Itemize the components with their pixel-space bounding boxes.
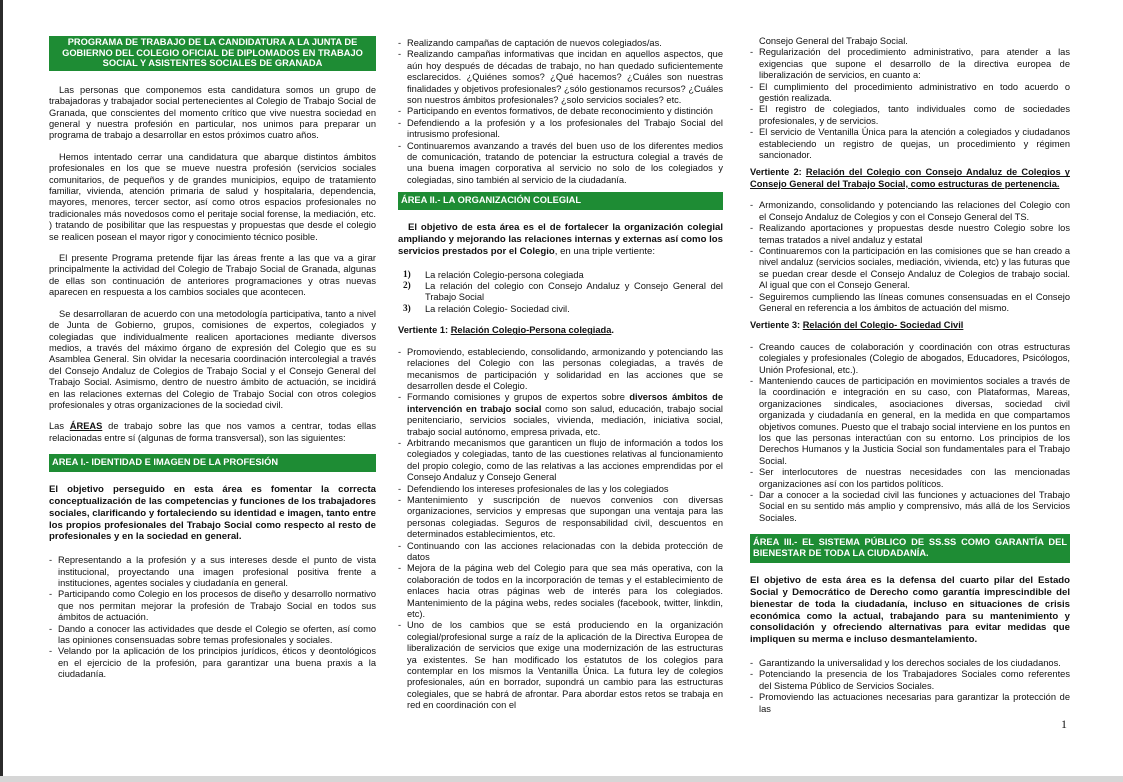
numbered-item <box>398 281 723 304</box>
area-1-list <box>49 555 376 680</box>
vertiente-2-list <box>750 200 1070 314</box>
item-number: 3) <box>403 303 411 314</box>
list-item: - Creando cauces de colaboración y coordinación con otras estructuras colegiales y profesionales (Colegio de abogados, Educadores, Psicólogos, Unión Profesional, etc.). <box>750 342 1070 376</box>
areas-intro-paragraph <box>49 421 376 444</box>
intro-paragraph-4: Se desarrollaran de acuerdo con una metodología participativa, tanto a nivel de Junta de Gobierno, grupos, comisiones de expertos, colegiados y colegiadas que individualmente realicen aportaciones mediante diversos medios, a través del máximo órgano de expresión del Colegio que es su Asamblea General. Sin olvidar la necesaria coordinación intercolegial a través del Consejo Andaluz de Colegios de Trabajo Social y el Consejo General del Trabajo Social. Asimismo, dentro de nuestro ámbito de actuación, se incidirá en las relaciones externas del Colegio de Trabajo Social con otros colegios profesionales y otras organizaciones de la sociedad civil. <box>49 308 376 410</box>
area-1-objective: El objetivo perseguido en esta área es fomentar la correcta conceptualización de las competencias y funciones de los trabajadores sociales, clarificando y fortaleciendo su identidad e imagen, tanto entre los propios profesionales del Trabajo Social como respecto al resto de profesionales y en la sociedad en general. <box>49 484 376 543</box>
area-3-objective: El objetivo de esta área es la defensa del cuarto pilar del Estado Social y Democrático de Derecho como garantía imprescindible del bienestar de toda la ciudadanía, incluso en situaciones de crisis económica como la actual, trabajando para su mantenimiento y consolidación y ofreciendo alternativas para evitar medidas que impliquen su merma e incluso desmantelamiento. <box>750 575 1070 646</box>
column-3 <box>750 36 1070 721</box>
vertiente-2-title: Relación del Colegio con Consejo Andaluz de Colegios y Consejo General del Trabajo Social, como estructuras de pertenencia. <box>750 167 1070 189</box>
vertiente-1-label: Vertiente 1: <box>398 325 451 336</box>
vertiente-3-list <box>750 342 1070 525</box>
vertiente-1-list <box>398 347 723 712</box>
list-item: - Continuaremos avanzando a través del buen uso de los diferentes medios de comunicación, tratando de potenciar la estructura colegial a través de una buena imagen corporativa al servicio no solo de los colegiados y colegiadas, sino también al servicio de la ciudadanía. <box>398 141 723 187</box>
numbered-item <box>398 304 723 315</box>
column-1 <box>49 36 376 687</box>
list-item: - Regularización del procedimiento administrativo, para atender a las exigencias que supone el desarrollo de la directiva europea de liberalización de servicios, en cuanto a: <box>750 47 1070 81</box>
formando-lead: Formando comisiones y grupos de expertos sobre <box>407 392 630 403</box>
vertiente-1-title: Relación Colegio-Persona colegiada <box>450 325 612 336</box>
area-3-list <box>750 658 1070 715</box>
area-1-list-continued <box>398 38 723 186</box>
list-item: - Dar a conocer a la sociedad civil las funciones y actuaciones del Trabajo Social en su sentido más amplio y comprensivo, más allá de los Servicios Sociales. <box>750 490 1070 524</box>
list-item: - Representando a la profesión y a sus intereses desde el punto de vista institucional, proyectando una imagen profesional positiva frente a instituciones, agentes sociales y ciudadanía en general. <box>49 555 376 589</box>
document-title: PROGRAMA DE TRABAJO DE LA CANDIDATURA A LA JUNTA DE GOBIERNO DEL COLEGIO OFICIAL DE DIPLOMADOS EN TRABAJO SOCIAL Y ASISTENTES SOCIALES DE GRANADA <box>49 36 376 71</box>
list-item: - Continuaremos con la participación en las comisiones que se han creado a nivel andaluz (servicios sociales, mediación, vivienda, etc) y las futuras que se puedan crear desde el Consejo Andaluz de Colegios de trabajo social. Al igual que con el Consejo General. <box>750 246 1070 292</box>
vertiente-3-title: Relación del Colegio- Sociedad Civil <box>802 320 964 331</box>
continued-text: Consejo General del Trabajo Social. <box>759 36 908 46</box>
list-item: - Participando como Colegio en los procesos de diseño y desarrollo normativo que nos permitan mejorar la profesión de Trabajo Social en todos sus ámbitos de actuación. <box>49 589 376 623</box>
list-item: - Manteniendo cauces de participación en movimientos sociales a través de la coordinación e integración en su caso, con Plataformas, Mareas, organizaciones sindicales, asociaciones diversas, sociedad civil organizada y ciudadanía en general, en la medida en que compartamos objetivos comunes. Puesto que el trabajo social interviene en los puntos en los que las personas interactúan con su entorno. Los principios de los Derechos Humanos y la Justicia Social son fundamentales para el Trabajo Social. <box>750 376 1070 467</box>
list-item: - Participando en eventos formativos, de debate reconocimiento y distinción <box>398 106 723 117</box>
administrative-list <box>750 47 1070 161</box>
vertiente-1-heading: Vertiente 1: Relación Colegio-Persona colegiada. <box>398 325 614 336</box>
numbered-item <box>398 270 723 281</box>
area-2-objective-bold: El objetivo de esta área es el de fortalecer la organización colegial ampliando y mejorando las relaciones internas y externas así como los servicios prestados por el Colegio <box>398 222 723 257</box>
list-item <box>398 392 723 438</box>
list-item: - Realizando aportaciones y propuestas desde nuestro Colegio sobre los temas tratados a nivel andaluz y estatal <box>750 223 1070 246</box>
area-2-objective-rest: , en una triple vertiente: <box>554 245 656 257</box>
areas-intro-rest: de trabajo sobre las que nos vamos a centrar, todas ellas relacionadas entre sí (algunas de forma transversal), son las siguientes: <box>49 421 376 443</box>
list-item: - Mantenimiento y suscripción de nuevos convenios con diversas organizaciones, servicios y empresas que supongan una ventaja para las personas colegiadas. Seguros de responsabilidad civil, descuentos en determinados establecimientos, etc. <box>398 495 723 541</box>
vertiente-2-label: Vertiente 2: <box>750 167 806 178</box>
area-3-heading: ÁREA III.- EL SISTEMA PÚBLICO DE SS.SS COMO GARANTÍA DEL BIENESTAR DE TODA LA CIUDADANÍA. <box>750 534 1070 563</box>
item-text: La relación del colegio con Consejo Andaluz y Consejo General del Trabajo Social <box>425 281 723 303</box>
list-item: - Garantizando la universalidad y los derechos sociales de los ciudadanos. <box>750 658 1070 669</box>
area-1-heading: AREA I.- IDENTIDAD E IMAGEN DE LA PROFESIÓN <box>49 454 376 472</box>
list-item: - Promoviendo, estableciendo, consolidando, armonizando y potenciando las relaciones del Colegio con las personas colegiadas, a través de mecanismos de participación y solidaridad en las acciones que se desarrollen desde el Colegio. <box>398 347 723 393</box>
list-item: - Promoviendo las actuaciones necesarias para garantizar la protección de las <box>750 692 1070 715</box>
page-left-edge <box>0 0 3 782</box>
vertientes-list <box>398 270 723 316</box>
list-item: - Defendiendo a la profesión y a los profesionales del Trabajo Social del intrusismo profesional. <box>398 118 723 141</box>
areas-keyword: ÁREAS <box>69 421 103 432</box>
vertiente-2-heading <box>750 167 1070 190</box>
intro-paragraph-3: El presente Programa pretende fijar las áreas frente a las que va a girar principalmente la actividad del Colegio de Trabajo Social de Granada, algunas de ellas son continuación de anteriores programaciones y otras nuevas aparecen en respuesta a los cambios sociales que acontecen. <box>49 253 376 298</box>
list-item: - Uno de los cambios que se está produciendo en la organización colegial/profesional surge a raíz de la aplicación de la Directiva Europea de liberalización de servicios que exige una modernización de las estructuras ya existentes. Se han modificado los estatutos de los colegios para contemplar en los mismos la Ventanilla Única. La futura ley de colegios profesionales, aún en borrador, supondrá un cambio para las estructuras colegiales, que se habrá de afrontar. Para abordar estos retos se trabaja en red en coordinación con el <box>398 620 723 711</box>
column-2 <box>398 38 723 718</box>
list-item: - Defendiendo los intereses profesionales de las y los colegiados <box>398 484 723 495</box>
list-item: - Armonizando, consolidando y potenciando las relaciones del Colegio con el Consejo Andaluz de Colegios y con el Consejo General del TS. <box>750 200 1070 223</box>
item-text: La relación Colegio- Sociedad civil. <box>425 303 570 314</box>
area-2-objective <box>398 222 723 257</box>
list-item: - Realizando campañas informativas que incidan en aquellos aspectos, que aún hoy después de décadas de trabajo, no han quedado suficientemente esclarecidos. ¿Quiénes somos? ¿Qué hacemos? ¿Cuáles son nuestras finalidades y objetivos profesionales? ¿sólo gestionamos recursos? ¿Cuáles son nuestros ámbitos profesionales? ¿solo servicios sociales? etc. <box>398 49 723 106</box>
list-item: - Realizando campañas de captación de nuevos colegiados/as. <box>398 38 723 49</box>
formando-bold: diversos ámbitos de intervención en trabajo social <box>407 392 723 414</box>
list-item: - El servicio de Ventanilla Única para la atención a colegiados y ciudadanos estableciendo un registro de quejas, un procedimiento y régimen sancionador. <box>750 127 1070 161</box>
item-number: 2) <box>403 281 411 292</box>
formando-rest: como son salud, educación, trabajo social penitenciario, servicios sociales, vivienda, mediación, iniciativa social, trabajo social autónomo, empresa privada, etc. <box>407 403 723 437</box>
vertiente-3-heading <box>750 320 1070 331</box>
intro-paragraph-1: Las personas que componemos esta candidatura somos un grupo de trabajadoras y trabajador social pertenecientes al Colegio de Trabajo Social de Granada, que conscientes del momento crítico que vive nuestra sociedad en general y nuestra profesión en particular, nos unimos para preparar un programa de trabajo a desarrollar en estos próximos cuatro años. <box>49 84 376 141</box>
vertiente-3-label: Vertiente 3: <box>750 320 803 331</box>
list-item: - Arbitrando mecanismos que garanticen un flujo de información a todos los colegiados y colegiadas, tanto de las cuestiones relativas al funcionamiento del propio colegio, como de las relativas a las acciones emprendidas por el Consejo Andaluz y Consejo General <box>398 438 723 484</box>
item-number: 1) <box>403 269 411 280</box>
list-item: - El registro de colegiados, tanto individuales como de sociedades profesionales, y de servicios. <box>750 104 1070 127</box>
intro-paragraph-2: Hemos intentado cerrar una candidatura que abarque distintos ámbitos profesionales en los que se mueve nuestra profesión (servicios sociales comunitarios, de pequeños y de grandes municipios, equipo de tratamiento familiar, vivienda, atención primaria de salud y hospitalaria, dependencia, mayores, menores, tercer sector, así como otros espacios profesionales no tradicionales más novedosos como el peritaje social forense, la mediación, etc. ) tratando de posibilitar que las respuestas y propuestas que desde el colegio se realicen posean el mayor rigor y conocimiento técnico posible. <box>49 151 376 242</box>
list-item: - Dando a conocer las actividades que desde el Colegio se oferten, así como las opiniones consensuadas sobre temas profesionales y sociales. <box>49 624 376 647</box>
list-item: - Continuando con las acciones relacionadas con la debida protección de datos <box>398 541 723 564</box>
list-item: - Potenciando la presencia de los Trabajadores Sociales como referentes del Sistema Público de Servicios Sociales. <box>750 669 1070 692</box>
areas-intro-lead: Las <box>49 421 70 432</box>
list-item: - Velando por la aplicación de los principios jurídicos, éticos y deontológicos en el ejercicio de la profesión, para garantizar una buena praxis a la ciudadanía. <box>49 646 376 680</box>
area-2-heading: ÁREA II.- LA ORGANIZACIÓN COLEGIAL <box>398 192 723 210</box>
list-item: - Mejora de la página web del Colegio para que sea más operativa, con la colaboración de todos en la incorporación de temas y el establecimiento de enlaces hacia otras páginas web de interés para los colegiados. Mantenimiento de la página webs, redes sociales (facebook, twitter, linkdin, etc). <box>398 563 723 620</box>
list-item: - Ser interlocutores de nuestras necesidades con las mencionadas organizaciones así con los partidos políticos. <box>750 467 1070 490</box>
list-item: - El cumplimiento del procedimiento administrativo en todo acuerdo o gestión realizada. <box>750 82 1070 105</box>
page-number: 1 <box>1061 717 1067 731</box>
list-item: - Seguiremos cumpliendo las líneas comunes consensuadas en el Consejo General en referencia a los ámbitos de actuación del mismo. <box>750 292 1070 315</box>
page-bottom-edge <box>0 776 1123 782</box>
item-text: La relación Colegio-persona colegiada <box>425 269 584 280</box>
